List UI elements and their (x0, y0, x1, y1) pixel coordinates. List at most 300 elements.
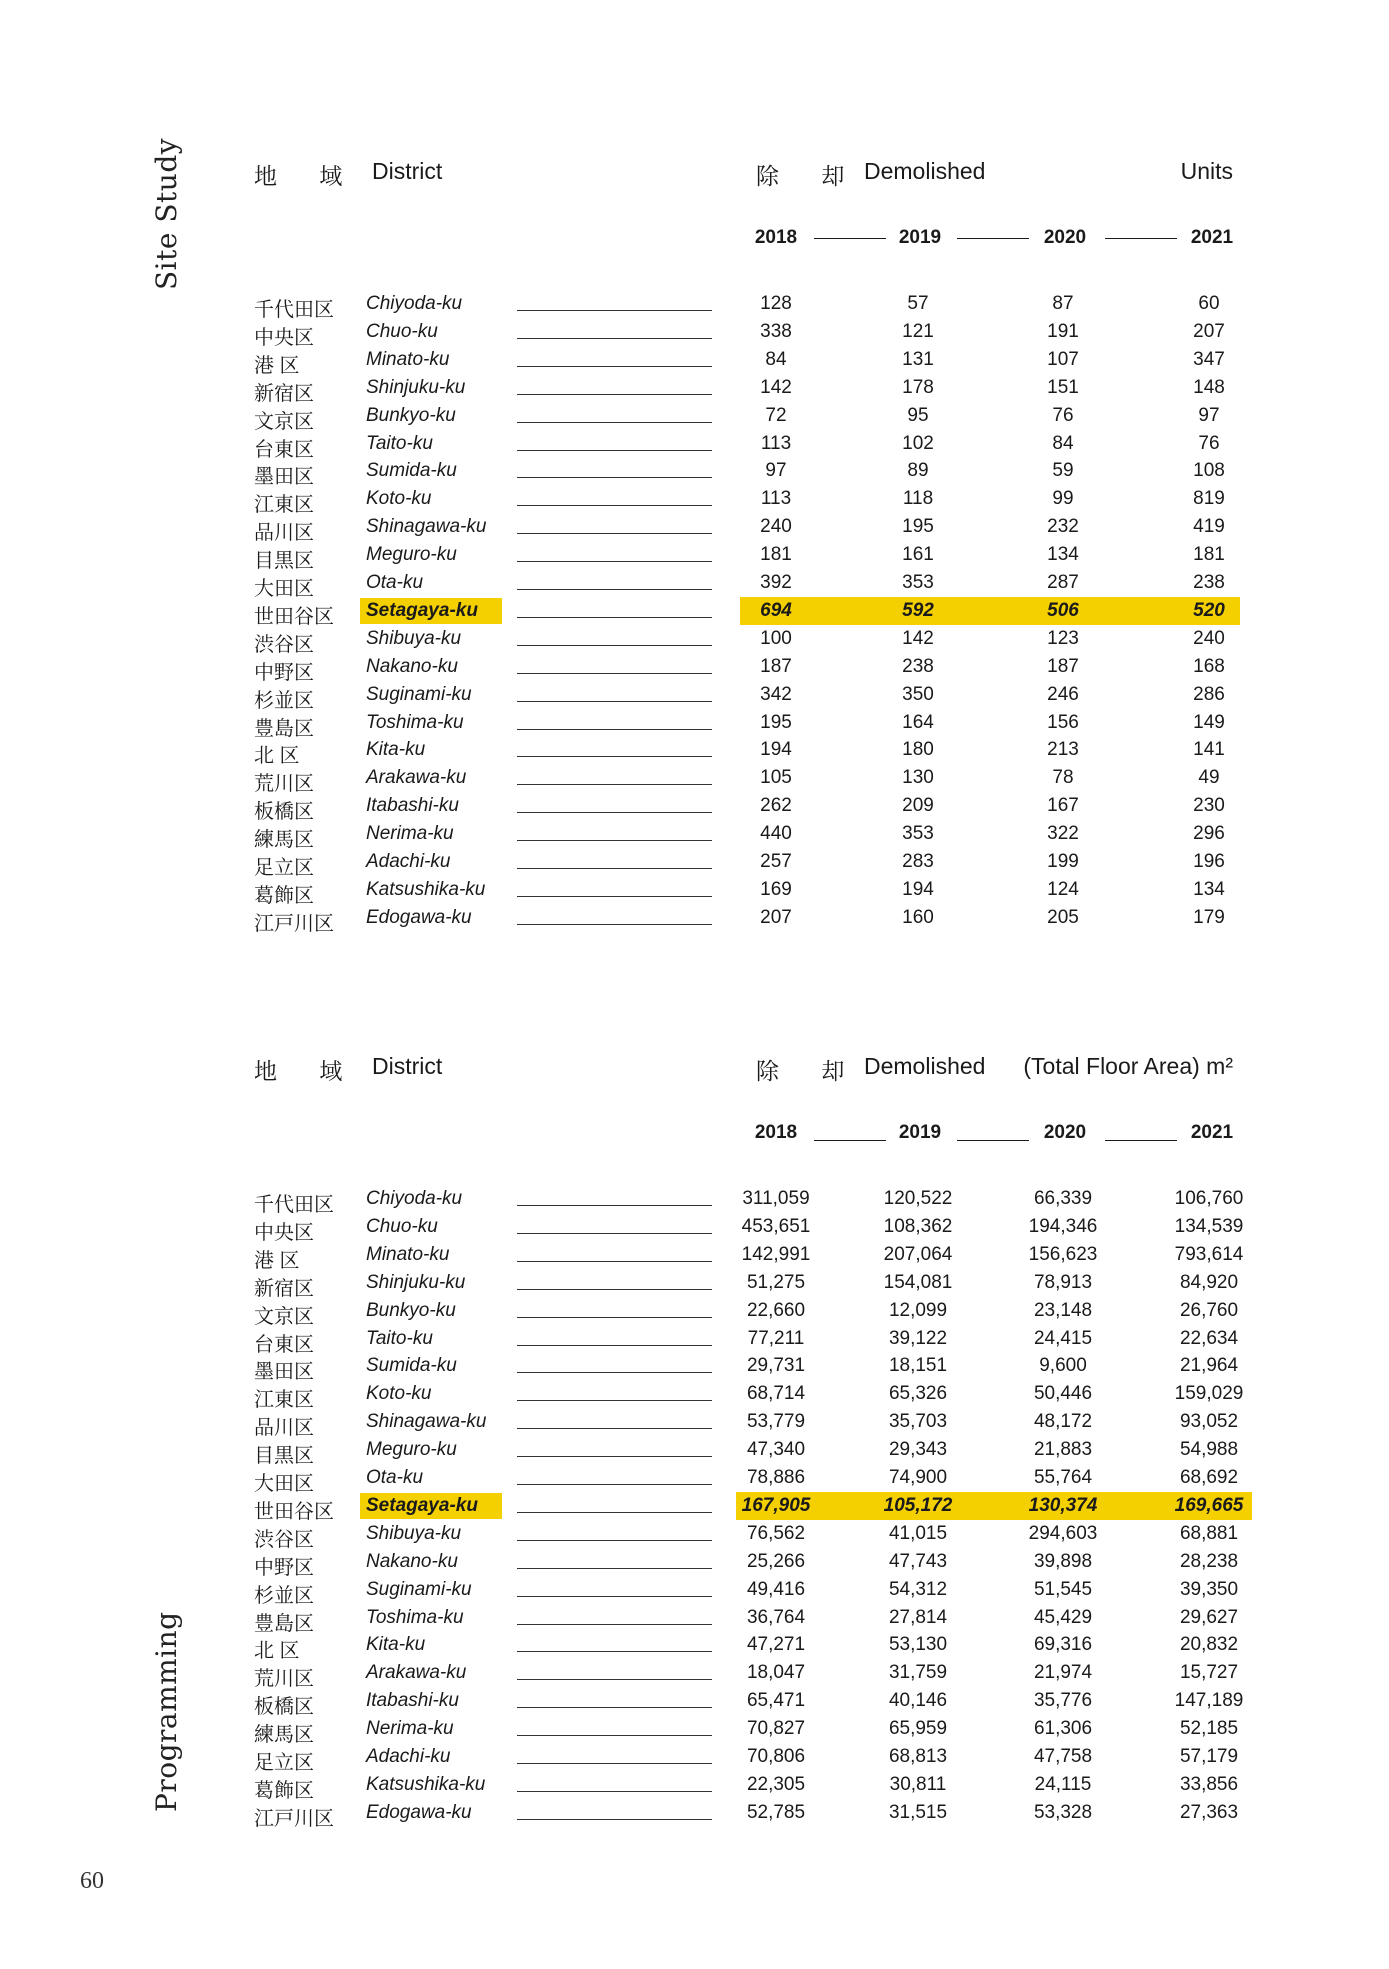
value-2018: 453,651 (741, 1215, 811, 1237)
district-name: Shibuya-ku (366, 627, 462, 649)
district-name: Edogawa-ku (366, 1801, 472, 1823)
value-2018: 181 (760, 544, 792, 566)
value-2021: 57,179 (1179, 1746, 1239, 1767)
side-label-site-study: Site Study (150, 137, 183, 290)
value-2019: 40,146 (888, 1690, 948, 1712)
value-2018: 311,059 (742, 1188, 810, 1209)
district-name: Katsushika-ku (366, 878, 486, 900)
value-2021: 68,881 (1179, 1522, 1239, 1544)
district-kanji: 大田区 (254, 1473, 314, 1495)
leader-line (517, 366, 712, 367)
value-2019: 118 (902, 488, 934, 510)
district-name: Katsushika-ku (366, 1773, 486, 1795)
district-name: Ota-ku (366, 572, 424, 593)
value-2018: 49,416 (746, 1578, 806, 1600)
value-2020: 24,115 (1034, 1773, 1092, 1795)
leader-line (517, 868, 712, 869)
district-name: Taito-ku (366, 1327, 433, 1349)
header-unit: Units (1180, 158, 1233, 184)
value-2021: 148 (1193, 376, 1225, 398)
leader-line (517, 589, 712, 590)
value-2018: 187 (760, 655, 792, 677)
value-2021: 149 (1193, 711, 1225, 733)
value-2020: 99 (1052, 488, 1074, 510)
value-2018: 262 (760, 795, 792, 817)
leader-line (517, 1540, 712, 1541)
table-row (0, 457, 1389, 489)
table-row (0, 1715, 1389, 1747)
leader-line (517, 1317, 712, 1318)
value-2018: 18,047 (746, 1662, 806, 1684)
district-kanji: 練馬区 (254, 829, 314, 852)
value-2018: 51,275 (746, 1271, 806, 1293)
district-name: Setagaya-ku (360, 598, 502, 624)
value-2021: 29,627 (1179, 1606, 1239, 1628)
value-2021: 15,727 (1179, 1662, 1239, 1684)
value-2021: 419 (1193, 516, 1225, 538)
value-2018: 47,340 (746, 1439, 806, 1461)
district-kanji: 板橋区 (254, 801, 314, 824)
value-2018: 78,886 (746, 1467, 806, 1488)
value-2020: 199 (1047, 851, 1079, 872)
table-row (0, 1269, 1389, 1300)
district-name: Nakano-ku (366, 655, 458, 677)
value-2018: 694 (760, 599, 792, 621)
table-row (0, 792, 1389, 824)
table-row (0, 1520, 1389, 1551)
district-kanji: 中野区 (254, 1556, 314, 1579)
value-2021: 54,988 (1179, 1439, 1239, 1461)
value-2020: 45,429 (1033, 1606, 1093, 1628)
leader-line (517, 924, 712, 925)
leader-line (517, 1819, 712, 1820)
value-2018: 113 (760, 488, 792, 510)
district-kanji: 荒川区 (254, 1668, 314, 1691)
table-row (0, 820, 1389, 852)
value-2021: 39,350 (1179, 1578, 1239, 1600)
value-2019: 39,122 (888, 1327, 948, 1349)
table-row (0, 430, 1389, 461)
district-kanji: 目黒区 (254, 1445, 314, 1468)
district-kanji: 中央区 (254, 326, 314, 349)
district-name: Itabashi-ku (366, 795, 459, 817)
table-row (0, 904, 1389, 935)
leader-line (517, 1289, 712, 1290)
value-2019: 350 (902, 683, 934, 705)
table-row (0, 709, 1389, 740)
value-2021: 26,760 (1179, 1299, 1239, 1321)
leader-line (517, 533, 712, 534)
district-name: Kita-ku (366, 1634, 426, 1656)
year-2019: 2019 (898, 227, 942, 248)
table-row (0, 1659, 1389, 1691)
value-2020: 123 (1047, 627, 1079, 649)
district-name: Chuo-ku (366, 1215, 438, 1237)
district-name: Toshima-ku (366, 1606, 464, 1628)
value-2020: 76 (1052, 404, 1074, 426)
value-2018: 195 (760, 711, 792, 733)
district-name: Bunkyo-ku (366, 404, 456, 426)
value-2019: 102 (902, 432, 934, 454)
district-kanji: 荒川区 (254, 773, 314, 796)
value-2020: 55,764 (1033, 1467, 1093, 1488)
header-district: District (372, 1053, 443, 1079)
value-2018: 128 (760, 293, 792, 314)
value-2020: 78,913 (1033, 1271, 1093, 1293)
year-connector (814, 1140, 886, 1141)
value-2019: 164 (902, 711, 934, 733)
table-row (0, 1408, 1389, 1440)
value-2019: 131 (902, 348, 934, 370)
leader-line (517, 1763, 712, 1764)
district-kanji: 品川区 (254, 1417, 314, 1440)
table-row (0, 1771, 1389, 1802)
value-2020: 78 (1052, 767, 1074, 789)
value-2020: 213 (1047, 739, 1079, 761)
table-row (0, 513, 1389, 545)
leader-line (517, 422, 712, 423)
district-name: Chiyoda-ku (366, 293, 463, 314)
district-name: Itabashi-ku (366, 1690, 459, 1712)
leader-line (517, 1484, 712, 1485)
district-kanji: 目黒区 (254, 550, 314, 573)
value-2021: 181 (1193, 544, 1225, 566)
value-2018: 29,731 (746, 1355, 806, 1377)
value-2018: 25,266 (746, 1550, 806, 1572)
leader-line (517, 729, 712, 730)
district-name: Koto-ku (366, 1383, 432, 1405)
district-kanji: 江東区 (254, 494, 314, 517)
district-kanji: 江戸川区 (254, 912, 334, 935)
value-2020: 167 (1047, 795, 1079, 817)
value-2018: 105 (760, 767, 792, 789)
district-kanji: 練馬区 (254, 1724, 314, 1747)
value-2020: 151 (1047, 376, 1079, 398)
table-row (0, 1325, 1389, 1356)
district-kanji: 北 区 (254, 1640, 300, 1663)
value-2021: 286 (1193, 683, 1225, 705)
leader-line (517, 1456, 712, 1457)
value-2019: 68,813 (888, 1746, 948, 1767)
district-name: Sumida-ku (366, 460, 457, 482)
value-2021: 230 (1193, 795, 1225, 817)
leader-line (517, 1596, 712, 1597)
district-kanji: 足立区 (254, 857, 314, 879)
year-connector (957, 238, 1029, 239)
district-kanji: 江東区 (254, 1389, 314, 1412)
district-kanji: 墨田区 (254, 1361, 314, 1384)
value-2018: 53,779 (746, 1411, 806, 1433)
value-2019: 12,099 (888, 1299, 948, 1321)
value-2020: 107 (1047, 348, 1079, 370)
header-demolished: Demolished (864, 1053, 986, 1079)
district-name: Nerima-ku (366, 823, 454, 845)
table-row (0, 346, 1389, 377)
district-kanji: 世田谷区 (254, 605, 334, 628)
district-name: Edogawa-ku (366, 906, 472, 928)
leader-line (517, 1679, 712, 1680)
value-2020: 21,974 (1033, 1662, 1093, 1684)
value-2020: 232 (1047, 516, 1079, 538)
value-2018: 76,562 (746, 1522, 806, 1544)
side-label-programming: Programming (150, 1611, 183, 1812)
leader-line (517, 673, 712, 674)
value-2019: 53,130 (888, 1634, 948, 1656)
district-kanji: 江戸川区 (254, 1807, 334, 1830)
value-2018: 257 (760, 851, 792, 872)
value-2020: 24,415 (1033, 1327, 1093, 1349)
leader-line (517, 812, 712, 813)
leader-line (517, 1512, 712, 1513)
district-name: Shinagawa-ku (366, 1411, 487, 1433)
value-2018: 65,471 (746, 1690, 806, 1712)
value-2021: 33,856 (1179, 1773, 1239, 1795)
district-name: Taito-ku (366, 432, 433, 454)
value-2021: 793,614 (1174, 1243, 1244, 1265)
value-2021: 60 (1198, 293, 1220, 314)
district-kanji: 足立区 (254, 1752, 314, 1774)
table-row (0, 402, 1389, 433)
leader-line (517, 1233, 712, 1234)
district-kanji: 港 区 (254, 354, 300, 377)
value-2021: 520 (1193, 599, 1225, 621)
year-2021: 2021 (1190, 227, 1234, 248)
table-row (0, 1213, 1389, 1244)
value-2021: 819 (1193, 488, 1225, 510)
table-row (0, 290, 1389, 321)
leader-line (517, 1791, 712, 1792)
table-row (0, 1687, 1389, 1719)
value-2021: 240 (1193, 627, 1225, 649)
year-2020: 2020 (1043, 1122, 1087, 1143)
district-kanji: 新宿区 (254, 1277, 314, 1300)
value-2019: 161 (902, 544, 934, 566)
value-2020: 294,603 (1028, 1522, 1098, 1544)
value-2021: 93,052 (1179, 1411, 1239, 1433)
value-2019: 105,172 (883, 1494, 953, 1516)
district-name: Shinjuku-ku (366, 376, 466, 398)
district-name: Setagaya-ku (360, 1493, 502, 1519)
value-2019: 178 (902, 376, 934, 398)
value-2021: 52,185 (1179, 1718, 1239, 1740)
value-2021: 134 (1193, 878, 1225, 900)
value-2019: 194 (902, 878, 934, 900)
district-name: Shinjuku-ku (366, 1271, 466, 1293)
district-kanji: 中野区 (254, 661, 314, 684)
district-name: Suginami-ku (366, 683, 472, 705)
value-2018: 36,764 (746, 1606, 806, 1628)
value-2021: 28,238 (1179, 1550, 1239, 1572)
table-row (0, 1352, 1389, 1384)
district-kanji: 葛飾区 (254, 884, 314, 907)
value-2021: 22,634 (1179, 1327, 1239, 1349)
value-2021: 207 (1193, 320, 1225, 342)
value-2019: 209 (902, 795, 934, 817)
value-2021: 159,029 (1174, 1383, 1244, 1405)
district-kanji: 千代田区 (254, 299, 334, 321)
district-kanji: 世田谷区 (254, 1500, 334, 1523)
header-region-jp: 地 域 (254, 163, 361, 189)
value-2018: 342 (760, 683, 792, 705)
district-kanji: 千代田区 (254, 1194, 334, 1216)
header-demolished: Demolished (864, 158, 986, 184)
value-2021: 84,920 (1179, 1271, 1239, 1293)
value-2020: 53,328 (1033, 1801, 1093, 1823)
table-row (0, 1631, 1389, 1663)
value-2018: 22,305 (746, 1773, 806, 1795)
district-name: Arakawa-ku (366, 1662, 467, 1684)
district-name: Chiyoda-ku (366, 1188, 463, 1209)
value-2018: 77,211 (747, 1327, 805, 1349)
leader-line (517, 505, 712, 506)
value-2018: 167,905 (741, 1494, 811, 1516)
value-2019: 353 (902, 572, 934, 593)
value-2020: 66,339 (1033, 1188, 1093, 1209)
leader-line (517, 338, 712, 339)
value-2019: 29,343 (888, 1439, 948, 1461)
value-2020: 47,758 (1033, 1746, 1093, 1767)
value-2018: 113 (760, 432, 792, 454)
value-2020: 61,306 (1033, 1718, 1093, 1740)
district-name: Shinagawa-ku (366, 516, 487, 538)
leader-line (517, 1428, 712, 1429)
table-row (0, 374, 1389, 405)
district-name: Minato-ku (366, 348, 450, 370)
year-2019: 2019 (898, 1122, 942, 1143)
value-2020: 9,600 (1039, 1355, 1087, 1377)
table-row (0, 1436, 1389, 1468)
value-2020: 48,172 (1033, 1411, 1093, 1433)
value-2019: 108,362 (883, 1215, 953, 1237)
value-2020: 69,316 (1033, 1634, 1093, 1656)
value-2019: 121 (902, 320, 934, 342)
value-2020: 23,148 (1033, 1299, 1093, 1321)
value-2021: 20,832 (1179, 1634, 1239, 1656)
value-2019: 65,959 (888, 1718, 948, 1740)
value-2019: 30,811 (889, 1773, 947, 1795)
district-name: Nerima-ku (366, 1718, 454, 1740)
table-row (0, 318, 1389, 349)
value-2018: 194 (760, 739, 792, 761)
table-row (0, 653, 1389, 684)
value-2018: 392 (760, 572, 792, 593)
district-kanji: 中央区 (254, 1221, 314, 1244)
value-2020: 187 (1047, 655, 1079, 677)
leader-line (517, 701, 712, 702)
value-2020: 51,545 (1033, 1578, 1093, 1600)
value-2018: 100 (760, 627, 792, 649)
value-2019: 283 (902, 851, 934, 872)
value-2019: 592 (902, 599, 934, 621)
district-name: Meguro-ku (366, 544, 457, 566)
value-2019: 154,081 (883, 1271, 953, 1293)
value-2019: 207,064 (883, 1243, 953, 1265)
value-2018: 142,991 (741, 1243, 811, 1265)
district-kanji: 品川区 (254, 522, 314, 545)
table-row (0, 1380, 1389, 1412)
value-2020: 246 (1047, 683, 1079, 705)
value-2019: 35,703 (888, 1411, 948, 1433)
district-kanji: 港 区 (254, 1249, 300, 1272)
value-2021: 76 (1198, 432, 1220, 454)
value-2018: 440 (760, 823, 792, 845)
district-kanji: 杉並区 (254, 689, 314, 712)
district-name: Sumida-ku (366, 1355, 457, 1377)
value-2020: 506 (1047, 599, 1079, 621)
district-name: Bunkyo-ku (366, 1299, 456, 1321)
value-2020: 156,623 (1028, 1243, 1098, 1265)
value-2021: 147,189 (1174, 1690, 1244, 1712)
table-row (0, 625, 1389, 656)
value-2019: 180 (902, 739, 934, 761)
table-row-highlighted (0, 1492, 1389, 1523)
district-name: Shibuya-ku (366, 1522, 462, 1544)
value-2019: 57 (907, 293, 929, 314)
district-kanji: 葛飾区 (254, 1779, 314, 1802)
district-kanji: 渋谷区 (254, 633, 314, 656)
table-row (0, 1799, 1389, 1830)
value-2020: 35,776 (1033, 1690, 1093, 1712)
value-2019: 238 (902, 655, 934, 677)
leader-line (517, 1568, 712, 1569)
leader-line (517, 1372, 712, 1373)
value-2019: 353 (902, 823, 934, 845)
value-2019: 89 (907, 460, 929, 482)
leader-line (517, 1205, 712, 1206)
value-2019: 120,522 (883, 1188, 953, 1209)
value-2020: 194,346 (1028, 1215, 1098, 1237)
table-row (0, 1576, 1389, 1607)
value-2021: 141 (1193, 739, 1225, 761)
district-kanji: 杉並区 (254, 1584, 314, 1607)
table-row (0, 485, 1389, 517)
value-2018: 142 (760, 376, 792, 398)
leader-line (517, 1735, 712, 1736)
table-row (0, 681, 1389, 712)
value-2019: 54,312 (888, 1578, 948, 1600)
value-2020: 87 (1052, 293, 1074, 314)
value-2020: 130,374 (1028, 1494, 1098, 1516)
header-unit: (Total Floor Area) m² (1023, 1053, 1233, 1079)
table-row (0, 541, 1389, 573)
table-row (0, 1185, 1389, 1216)
table-row (0, 569, 1389, 600)
leader-line (517, 784, 712, 785)
leader-line (517, 450, 712, 451)
leader-line (517, 1345, 712, 1346)
header-demolished-jp: 除 却 (756, 163, 863, 189)
value-2020: 156 (1047, 711, 1079, 733)
value-2019: 31,515 (888, 1801, 948, 1823)
district-name: Arakawa-ku (366, 767, 467, 789)
leader-line (517, 756, 712, 757)
district-name: Adachi-ku (366, 851, 451, 872)
year-connector (1105, 238, 1177, 239)
value-2020: 50,446 (1033, 1383, 1093, 1405)
district-name: Adachi-ku (366, 1746, 451, 1767)
page-number: 60 (80, 1868, 104, 1894)
leader-line (517, 310, 712, 311)
value-2021: 238 (1193, 572, 1225, 593)
value-2021: 108 (1193, 460, 1225, 482)
value-2019: 95 (907, 404, 929, 426)
table-row (0, 1297, 1389, 1328)
value-2018: 68,714 (746, 1383, 806, 1405)
table-row (0, 764, 1389, 796)
district-name: Koto-ku (366, 488, 432, 510)
value-2021: 296 (1193, 823, 1225, 845)
value-2020: 39,898 (1033, 1550, 1093, 1572)
